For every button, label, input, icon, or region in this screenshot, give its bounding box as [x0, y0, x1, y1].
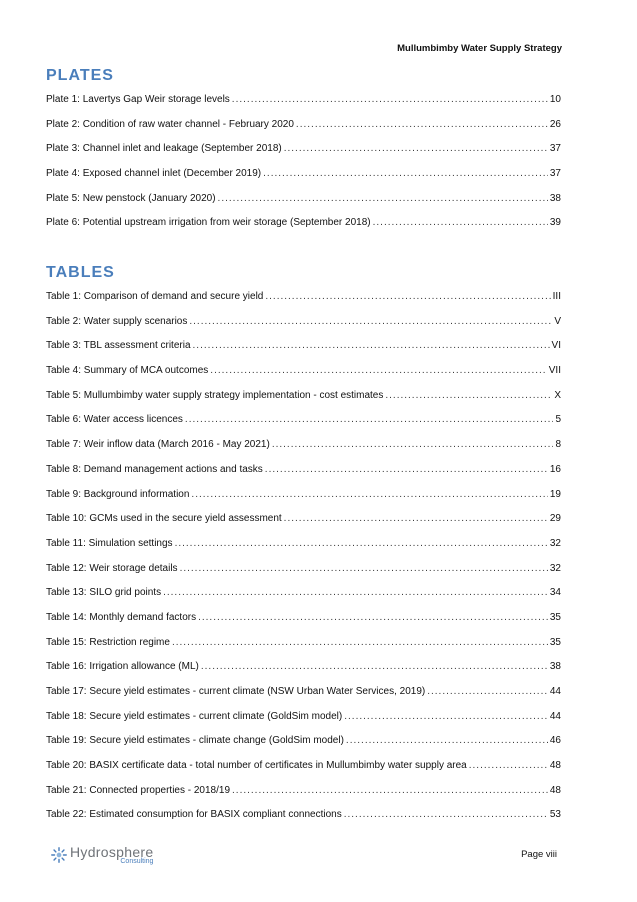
dot-leader [272, 439, 554, 450]
page-number: Page viii [521, 849, 557, 860]
dot-leader [284, 513, 548, 524]
table-entry[interactable] [46, 661, 561, 686]
plate-entry-page: 37 [549, 168, 561, 180]
table-entry-page: VII [548, 365, 561, 377]
table-entry-page: 19 [549, 488, 561, 500]
dot-leader [373, 217, 548, 228]
table-entry-label: Table 6: Water access licences [46, 414, 183, 426]
dot-leader [172, 637, 548, 648]
dot-leader [210, 365, 546, 376]
table-entry[interactable] [46, 340, 561, 365]
table-entry-page: 38 [549, 661, 561, 673]
table-entry-page: VI [551, 340, 561, 352]
table-entry[interactable] [46, 464, 561, 489]
table-entry-page: 32 [549, 537, 561, 549]
document-header-title: Mullumbimby Water Supply Strategy [397, 43, 562, 54]
table-entry[interactable] [46, 439, 561, 464]
table-entry[interactable] [46, 538, 561, 563]
hydrosphere-logo-icon [50, 846, 68, 864]
table-entry[interactable] [46, 612, 561, 637]
table-entry-label: Table 20: BASIX certificate data - total number of certificates in Mullumbimby water supply area [46, 760, 467, 772]
plate-entry[interactable] [46, 94, 561, 119]
dot-leader [385, 390, 552, 401]
table-entry[interactable] [46, 711, 561, 736]
plates-heading: PLATES [46, 67, 114, 84]
dot-leader [193, 340, 550, 351]
table-entry-label: Table 11: Simulation settings [46, 537, 173, 549]
table-entry[interactable] [46, 735, 561, 760]
table-entry-page: 32 [549, 562, 561, 574]
table-entry-label: Table 15: Restriction regime [46, 636, 170, 648]
plates-list [46, 94, 561, 242]
table-entry-label: Table 9: Background information [46, 488, 190, 500]
dot-leader [185, 414, 554, 425]
table-entry-page: 16 [549, 463, 561, 475]
plate-entry-label: Plate 2: Condition of raw water channel - February 2020 [46, 118, 294, 130]
table-entry-page: 34 [549, 587, 561, 599]
table-entry[interactable] [46, 686, 561, 711]
dot-leader [346, 735, 548, 746]
dot-leader [218, 193, 548, 204]
plate-entry-page: 38 [549, 192, 561, 204]
table-entry-label: Table 12: Weir storage details [46, 562, 178, 574]
dot-leader [232, 785, 548, 796]
table-entry[interactable] [46, 291, 561, 316]
table-entry-page: III [552, 291, 561, 302]
table-entry[interactable] [46, 489, 561, 514]
table-entry-page: 35 [549, 611, 561, 623]
table-entry-label: Table 17: Secure yield estimates - current climate (NSW Urban Water Services, 2019) [46, 686, 426, 697]
table-entry-page: 48 [549, 760, 561, 772]
table-entry-label: Table 4: Summary of MCA outcomes [46, 365, 209, 377]
logo-subtitle: Consulting [120, 858, 154, 865]
plate-entry-label: Plate 5: New penstock (January 2020) [46, 192, 216, 204]
table-entry-label: Table 22: Estimated consumption for BASIX compliant connections [46, 809, 342, 821]
plate-entry-page: 37 [549, 143, 561, 155]
table-entry-page: 48 [549, 784, 561, 796]
tables-heading: TABLES [46, 264, 115, 281]
dot-leader [175, 538, 548, 549]
plate-entry-page: 26 [549, 118, 561, 130]
dot-leader [198, 612, 548, 623]
plate-entry-label: Plate 6: Potential upstream irrigation from weir storage (September 2018) [46, 217, 371, 229]
table-entry-page: 46 [549, 735, 561, 747]
table-entry[interactable] [46, 809, 561, 834]
plate-entry-page: 39 [549, 217, 561, 229]
table-entry-label: Table 16: Irrigation allowance (ML) [46, 661, 199, 673]
table-entry[interactable] [46, 414, 561, 439]
table-entry[interactable] [46, 637, 561, 662]
table-entry-label: Table 7: Weir inflow data (March 2016 - May 2021) [46, 439, 270, 451]
plate-entry-label: Plate 3: Channel inlet and leakage (September 2018) [46, 143, 282, 155]
table-entry-label: Table 1: Comparison of demand and secure yield [46, 291, 264, 302]
dot-leader [263, 168, 548, 179]
table-entry-label: Table 13: SILO grid points [46, 587, 162, 599]
dot-leader [427, 686, 548, 697]
dot-leader [232, 94, 548, 105]
dot-leader [189, 316, 552, 327]
table-entry-page: 35 [549, 636, 561, 648]
table-entry-label: Table 10: GCMs used in the secure yield assessment [46, 513, 282, 525]
company-logo [50, 843, 153, 867]
tables-list [46, 291, 561, 834]
table-entry[interactable] [46, 760, 561, 785]
plate-entry[interactable] [46, 168, 561, 193]
table-entry-label: Table 2: Water supply scenarios [46, 315, 188, 327]
table-entry-page: 8 [555, 439, 561, 451]
plate-entry-label: Plate 1: Lavertys Gap Weir storage levels [46, 94, 230, 105]
plate-entry[interactable] [46, 217, 561, 242]
table-entry-label: Table 3: TBL assessment criteria [46, 340, 191, 352]
table-entry[interactable] [46, 365, 561, 390]
table-entry[interactable] [46, 316, 561, 341]
table-entry-page: X [554, 389, 561, 401]
plate-entry[interactable] [46, 143, 561, 168]
table-entry-label: Table 8: Demand management actions and tasks [46, 463, 263, 475]
dot-leader [191, 489, 547, 500]
plate-entry-page: 10 [549, 94, 561, 105]
logo-name: Hydrosphere [70, 844, 154, 860]
plate-entry-label: Plate 4: Exposed channel inlet (December 2019) [46, 168, 262, 180]
table-entry-page: 44 [549, 686, 561, 697]
table-entry[interactable] [46, 513, 561, 538]
dot-leader [265, 291, 550, 302]
dot-leader [180, 563, 548, 574]
table-entry-page: 53 [549, 809, 561, 821]
dot-leader [296, 119, 548, 130]
table-entry-page: 44 [549, 710, 561, 722]
table-entry[interactable] [46, 390, 561, 415]
table-entry[interactable] [46, 587, 561, 612]
table-entry-label: Table 21: Connected properties - 2018/19 [46, 784, 231, 796]
table-entry-label: Table 14: Monthly demand factors [46, 611, 197, 623]
table-entry-label: Table 5: Mullumbimby water supply strategy implementation - cost estimates [46, 389, 384, 401]
table-entry-label: Table 18: Secure yield estimates - current climate (GoldSim model) [46, 710, 343, 722]
dot-leader [284, 143, 548, 154]
dot-leader [163, 587, 548, 598]
table-entry-page: 5 [555, 414, 561, 426]
table-entry-page: 29 [549, 513, 561, 525]
plate-entry[interactable] [46, 119, 561, 144]
table-entry[interactable] [46, 563, 561, 588]
table-entry[interactable] [46, 785, 561, 810]
dot-leader [344, 809, 548, 820]
plate-entry[interactable] [46, 193, 561, 218]
dot-leader [265, 464, 548, 475]
dot-leader [201, 661, 548, 672]
dot-leader [344, 711, 548, 722]
table-entry-label: Table 19: Secure yield estimates - climate change (GoldSim model) [46, 735, 344, 747]
table-entry-page: V [554, 315, 561, 327]
dot-leader [469, 760, 548, 771]
